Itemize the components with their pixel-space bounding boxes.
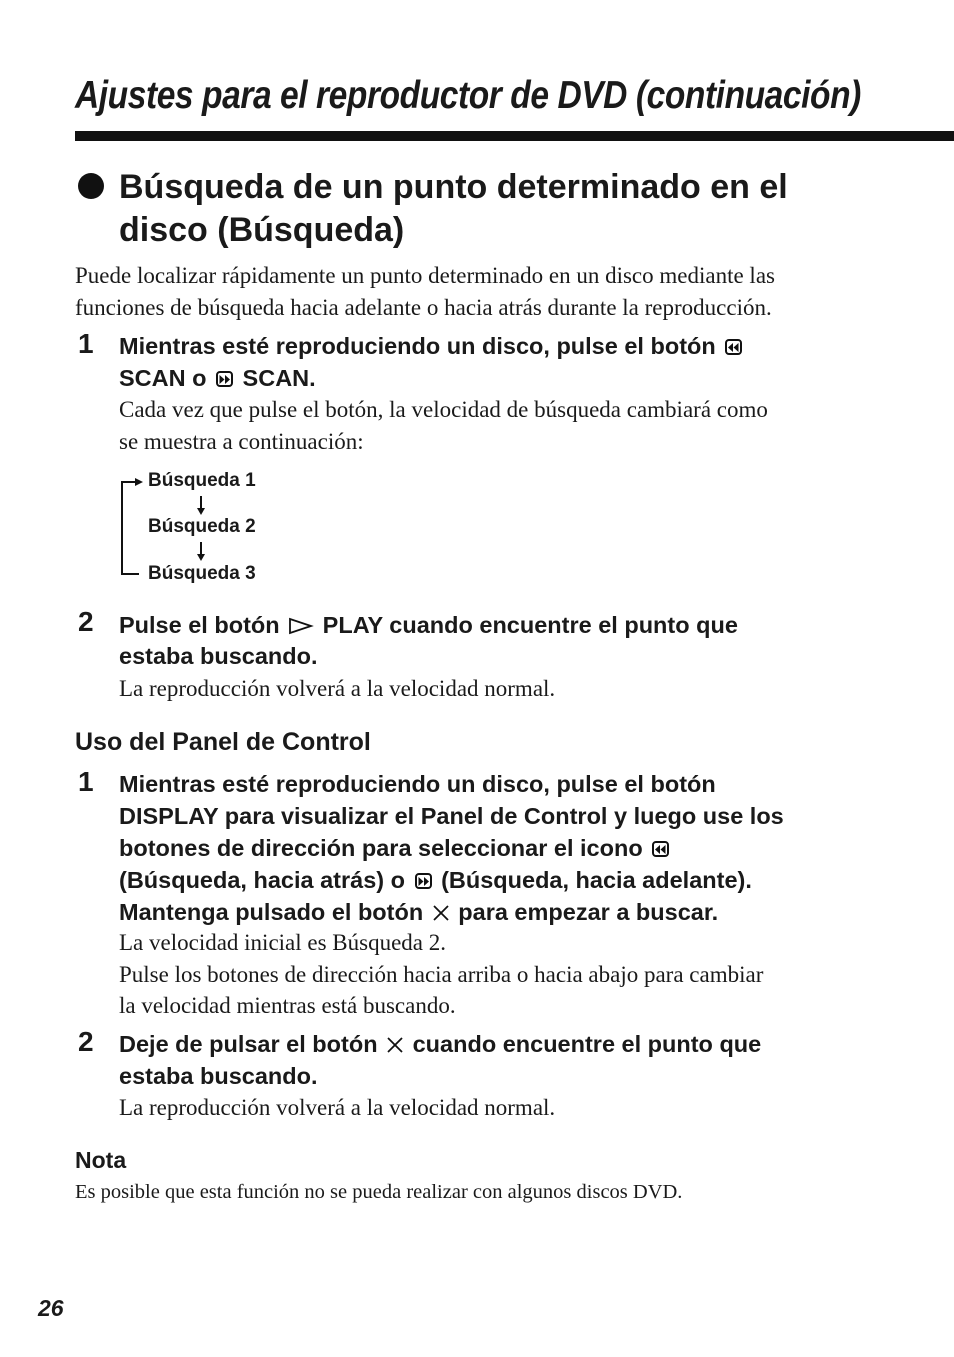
play-triangle-icon [288, 617, 314, 635]
step-number: 2 [78, 1026, 94, 1057]
control-panel-heading: Uso del Panel de Control [75, 728, 371, 756]
cp-step1-line4 [119, 864, 752, 896]
note-text: Es posible que esta función no se pueda realizar con algunos discos DVD. [75, 1181, 683, 1203]
cp-step2-text: Deje de pulsar el botón [119, 1031, 378, 1057]
scan-back-icon [725, 339, 742, 355]
cp-step1-text: (Búsqueda, hacia adelante). [441, 867, 752, 893]
cross-button-icon [431, 904, 451, 922]
step2-bold-text: Pulse el botón [119, 612, 280, 638]
cp-step1-text: botones de dirección para seleccionar el icono [119, 835, 643, 861]
cp-step2-line2: estaba buscando. [119, 1063, 318, 1089]
step2-instruction-line1 [119, 609, 738, 641]
scan-back-icon [652, 841, 669, 857]
bullet-circle-icon [78, 173, 104, 199]
arrow-right-icon [135, 477, 145, 487]
scan-forward-icon [415, 873, 432, 889]
step1-instruction-line1 [119, 330, 745, 362]
flow-label: Búsqueda 1 [148, 470, 256, 491]
cp-step2-text: cuando encuentre el punto que [412, 1031, 762, 1057]
cp-step1-line5 [119, 896, 718, 928]
cp-step1-line2: DISPLAY para visualizar el Panel de Control y luego use los [119, 803, 784, 829]
arrow-down-icon [196, 554, 206, 562]
cp-step1-text: para empezar a buscar. [458, 899, 719, 925]
cp-step1-line3 [119, 832, 672, 864]
page-number: 26 [38, 1295, 64, 1321]
step-number: 1 [78, 766, 94, 797]
step2-text-line1: La reproducción volverá a la velocidad normal. [119, 676, 556, 701]
cp-step1-text: (Búsqueda, hacia atrás) o [119, 867, 405, 893]
intro-line1: Puede localizar rápidamente un punto determinado en un disco mediante las [75, 263, 775, 288]
cp-step2-line1 [119, 1028, 761, 1060]
scan-text: SCAN o [119, 365, 207, 391]
cp-step1-line1: Mientras esté reproduciendo un disco, pulse el botón [119, 771, 716, 797]
note-heading: Nota [75, 1147, 127, 1173]
step2-instruction-line2: estaba buscando. [119, 643, 318, 669]
step-number: 2 [78, 606, 94, 637]
section-heading-line2: disco (Búsqueda) [119, 211, 405, 249]
arrow-down-icon [196, 508, 206, 516]
step1-text-line2: se muestra a continuación: [119, 429, 364, 454]
cross-button-icon [385, 1036, 405, 1054]
flow-label: Búsqueda 3 [148, 563, 256, 584]
flow-loop-line [121, 481, 123, 575]
step1-bold-text: Mientras esté reproduciendo un disco, pulse el botón [119, 333, 716, 359]
cp-step1-text2: Pulse los botones de dirección hacia arriba o hacia abajo para cambiar [119, 962, 764, 987]
scan-text: SCAN. [242, 365, 316, 391]
cp-step1-text: Mantenga pulsado el botón [119, 899, 424, 925]
scan-forward-icon [216, 371, 233, 387]
page-title: Ajustes para el reproductor de DVD (continuación) [75, 74, 861, 117]
step1-instruction-line2 [119, 362, 316, 394]
flow-label: Búsqueda 2 [148, 516, 256, 537]
step-number: 1 [78, 328, 94, 359]
step2-bold-text: PLAY cuando encuentre el punto que [322, 612, 738, 638]
title-rule [75, 131, 954, 141]
flow-loop-line [121, 573, 139, 575]
cp-step1-text3: la velocidad mientras está buscando. [119, 993, 456, 1018]
cp-step2-text1: La reproducción volverá a la velocidad normal. [119, 1095, 556, 1120]
section-heading-line1: Búsqueda de un punto determinado en el [119, 168, 788, 206]
step1-text-line1: Cada vez que pulse el botón, la velocidad de búsqueda cambiará como [119, 397, 768, 422]
intro-line2: funciones de búsqueda hacia adelante o hacia atrás durante la reproducción. [75, 295, 772, 320]
cp-step1-text1: La velocidad inicial es Búsqueda 2. [119, 930, 447, 955]
